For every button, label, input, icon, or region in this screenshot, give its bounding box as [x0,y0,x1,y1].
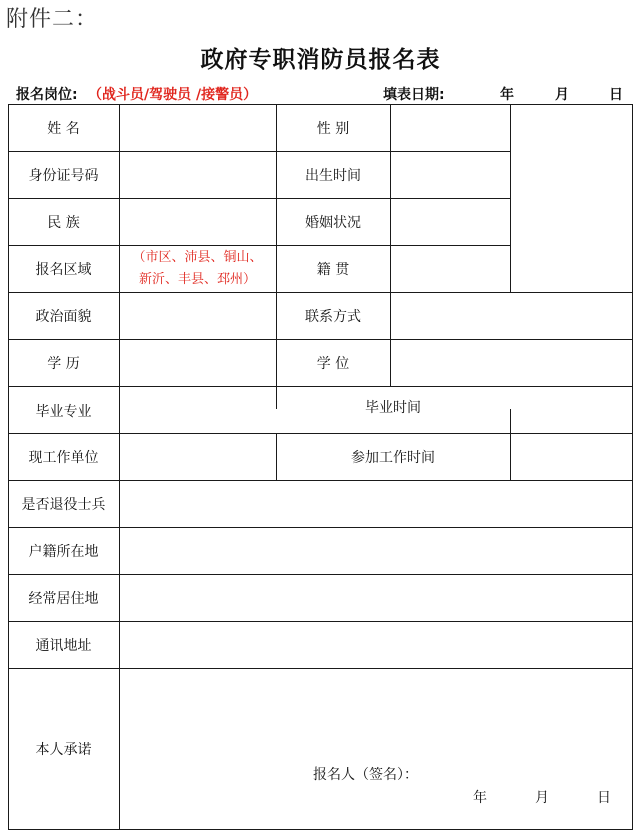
label-commitment: 本人承诺 [35,741,92,758]
signature-day: 日 [597,790,611,806]
label-mailing-address: 通讯地址 [35,637,92,654]
region-note-line-1: （市区、沛县、铜山、 [132,249,263,265]
header-day: 日 [609,87,623,103]
signature-month: 月 [535,790,549,806]
gender-input[interactable] [390,104,510,151]
label-current-employer: 现工作单位 [28,449,99,466]
photo-box[interactable] [510,104,632,292]
graduation-time-clip [277,400,509,419]
graduation-time-input[interactable] [510,409,632,433]
current-employer-input[interactable] [119,433,276,480]
name-input[interactable] [119,104,276,151]
label-marital-status: 婚姻状况 [305,214,361,231]
label-birth-date: 出生时间 [305,167,361,184]
marital-status-input[interactable] [390,198,510,245]
label-household-reg: 户籍所在地 [28,543,99,560]
label-education: 学 历 [47,355,80,372]
id-number-input[interactable] [119,151,276,198]
header-month: 月 [555,87,569,103]
position-label: 报名岗位: [16,87,78,103]
mailing-address-input[interactable] [119,621,632,668]
attachment-label: 附件二： [6,7,99,32]
contact-input[interactable] [390,292,632,339]
degree-input[interactable] [390,339,632,386]
label-contact: 联系方式 [305,308,361,325]
residence-input[interactable] [119,574,632,621]
fill-date-label: 填表日期: [383,87,445,103]
label-residence: 经常居住地 [28,590,99,607]
region-options[interactable] [119,245,276,292]
label-work-start-time: 参加工作时间 [351,449,435,466]
commitment-area[interactable] [119,668,632,829]
major-input[interactable] [119,386,276,433]
ethnicity-input[interactable] [119,198,276,245]
native-place-input[interactable] [390,245,510,292]
label-major: 毕业专业 [35,404,92,420]
household-reg-input[interactable] [119,527,632,574]
label-region: 报名区域 [35,261,92,278]
signature-year: 年 [473,790,487,806]
label-degree: 学 位 [316,355,350,372]
label-native-place: 籍 贯 [316,261,350,278]
label-graduation-time: 毕业时间 [365,400,421,416]
education-input[interactable] [119,339,276,386]
label-gender: 性 别 [316,120,350,137]
political-status-input[interactable] [119,292,276,339]
header-year: 年 [500,87,514,103]
position-options: （战斗员/驾驶员 /接警员） [88,87,258,103]
applicant-signature-label: 报名人（签名）： [313,767,418,783]
region-note-line-2: 新沂、丰县、邳州） [138,271,256,287]
label-id-number: 身份证号码 [28,167,99,184]
label-political-status: 政治面貌 [35,308,92,325]
label-veteran: 是否退役士兵 [21,496,106,513]
label-name: 姓 名 [47,120,80,137]
veteran-input[interactable] [119,480,632,527]
birth-date-input[interactable] [390,151,510,198]
label-ethnicity: 民 族 [47,214,80,231]
work-start-time-input[interactable] [510,433,632,480]
form-title: 政府专职消防员报名表 [200,47,441,73]
